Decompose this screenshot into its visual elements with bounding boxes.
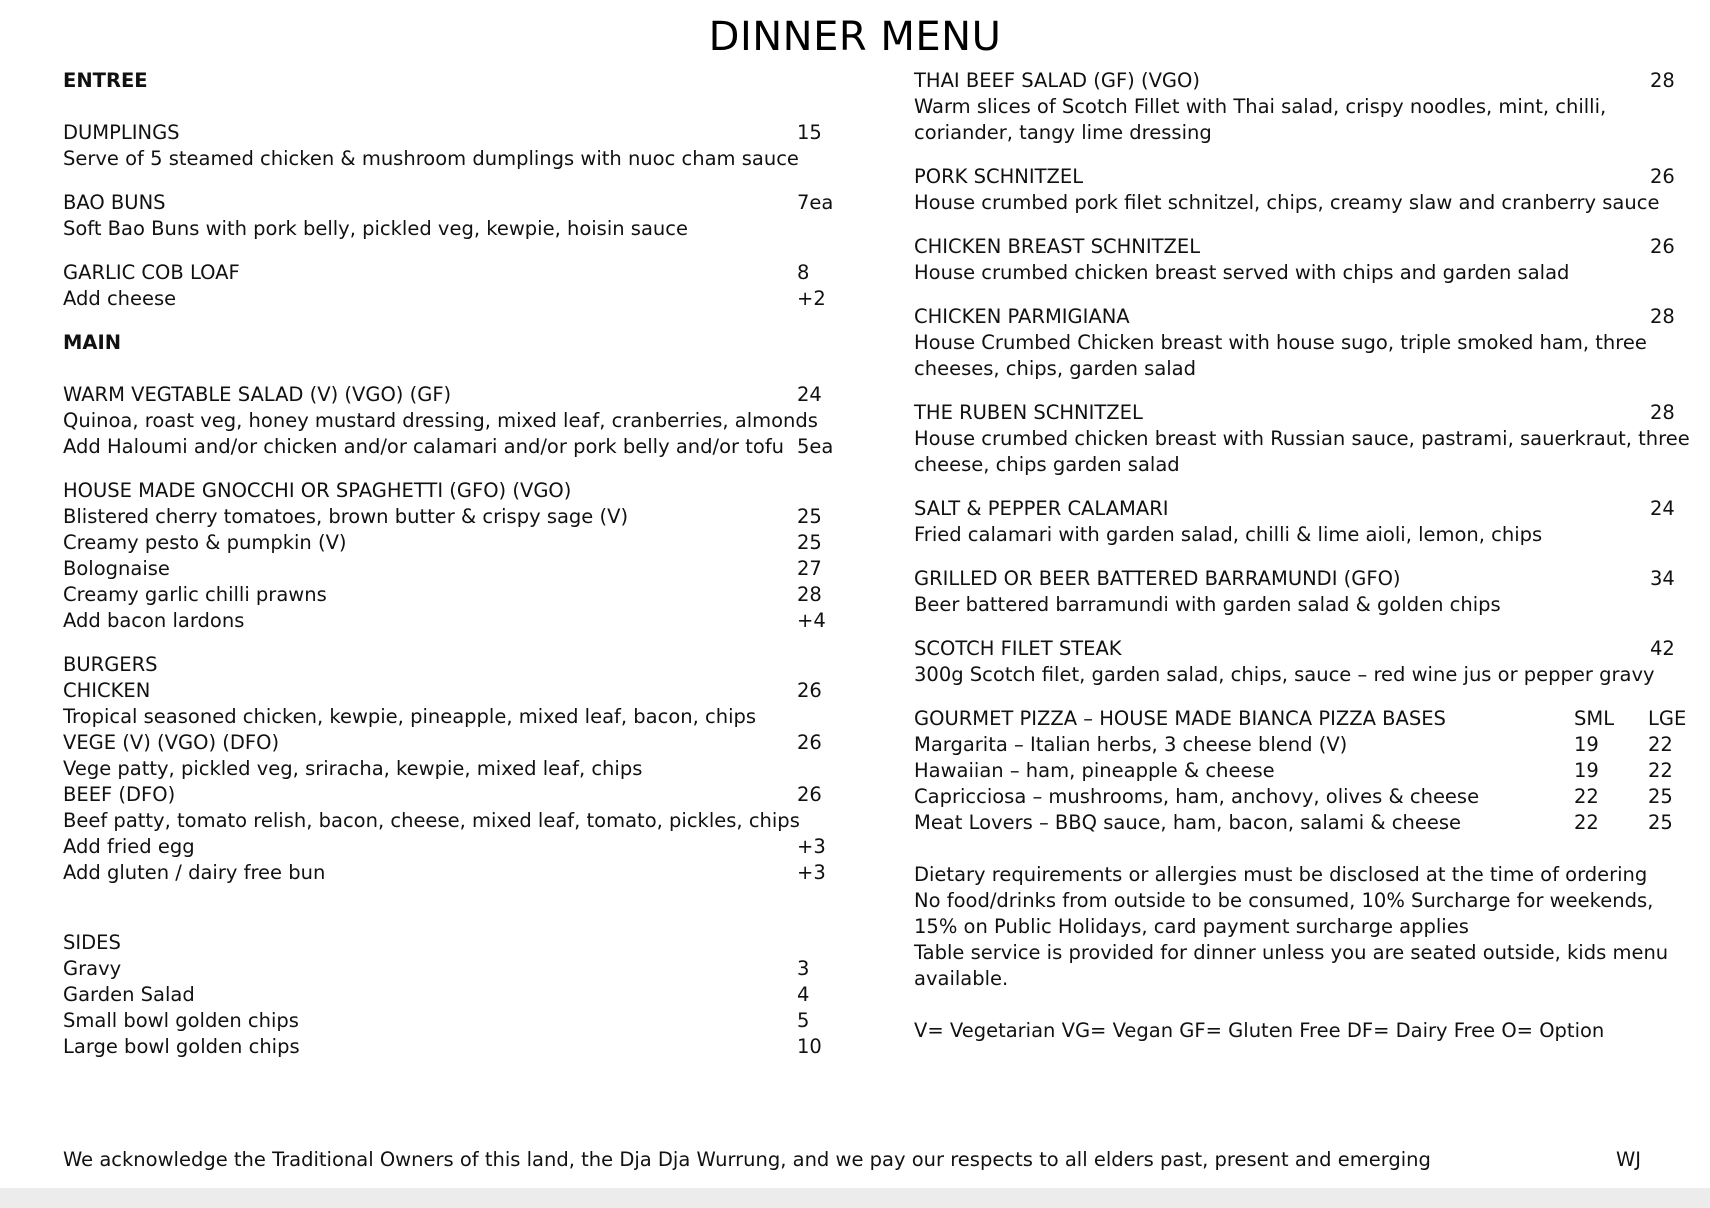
item-description: Beer battered barramundi with garden salad & golden chips — [914, 593, 1501, 616]
note-surcharge: No food/drinks from outside to be consumed, 10% Surcharge for weekends, 15% on Public Holidays, card payment surcharge applies — [914, 889, 1654, 938]
side-label: Garden Salad — [63, 983, 195, 1006]
menu-item-gnocchi-spaghetti — [63, 478, 851, 634]
pizza-small-price: 19 — [1574, 733, 1599, 756]
item-description: Soft Bao Buns with pork belly, pickled veg, kewpie, hoisin sauce — [63, 217, 688, 240]
item-addon-price: 5ea — [797, 435, 834, 458]
pizza-small-price: 22 — [1574, 785, 1599, 808]
item-name: BAO BUNS — [63, 191, 166, 214]
menu-item-scotch-filet — [914, 636, 1694, 688]
item-addon-price: +2 — [797, 287, 826, 310]
menu-item-pork-schnitzel — [914, 164, 1694, 216]
menu-item-calamari — [914, 496, 1694, 548]
item-name: PORK SCHNITZEL — [914, 165, 1084, 188]
item-description: Tropical seasoned chicken, kewpie, pineapple, mixed leaf, bacon, chips — [63, 705, 757, 728]
size-large-header: LGE — [1648, 707, 1687, 730]
addon-price: +3 — [797, 835, 826, 858]
item-name: WARM VEGTABLE SALAD (V) (VGO) (GF) — [63, 383, 452, 406]
item-price: 28 — [1650, 305, 1675, 328]
sides-heading: SIDES — [63, 931, 121, 954]
side-price: 4 — [797, 983, 810, 1006]
addon-label: Add fried egg — [63, 835, 195, 858]
menu-notes — [914, 862, 1674, 992]
item-name: CHICKEN BREAST SCHNITZEL — [914, 235, 1201, 258]
item-price: 28 — [1650, 69, 1675, 92]
item-name: VEGE (V) (VGO) (DFO) — [63, 731, 280, 754]
note-table-service: Table service is provided for dinner unless you are seated outside, kids menu available. — [914, 941, 1669, 990]
item-price: 26 — [797, 731, 822, 754]
item-price: 34 — [1650, 567, 1675, 590]
item-description: House crumbed chicken breast with Russian sauce, pastrami, sauerkraut, three cheese, chips garden salad — [914, 427, 1690, 476]
menu-item-garlic-cob-loaf — [63, 260, 851, 312]
option-label: Creamy pesto & pumpkin (V) — [63, 531, 347, 554]
item-name: THAI BEEF SALAD (GF) (VGO) — [914, 69, 1200, 92]
pizza-label: Capricciosa – mushrooms, ham, anchovy, olives & cheese — [914, 785, 1480, 808]
item-description: 300g Scotch filet, garden salad, chips, sauce – red wine jus or pepper gravy — [914, 663, 1655, 686]
item-name: CHICKEN — [63, 679, 151, 702]
page-bottom-band — [0, 1188, 1710, 1208]
entree-heading: ENTREE — [63, 69, 148, 92]
pizza-label: Meat Lovers – BBQ sauce, ham, bacon, salami & cheese — [914, 811, 1461, 834]
item-name: GARLIC COB LOAF — [63, 261, 240, 284]
acknowledgement-text: We acknowledge the Traditional Owners of this land, the Dja Dja Wurrung, and we pay our respects to all elders past, present and emerging — [63, 1148, 1431, 1171]
pizza-large-price: 25 — [1648, 811, 1673, 834]
main-heading: MAIN — [63, 331, 122, 354]
item-price: 26 — [1650, 165, 1675, 188]
addon-label: Add gluten / dairy free bun — [63, 861, 326, 884]
item-name: DUMPLINGS — [63, 121, 180, 144]
item-name: CHICKEN PARMIGIANA — [914, 305, 1130, 328]
pizza-label: Hawaiian – ham, pineapple & cheese — [914, 759, 1275, 782]
item-description: House crumbed chicken breast served with chips and garden salad — [914, 261, 1570, 284]
menu-item-chicken-parmigiana — [914, 304, 1694, 382]
item-price: 15 — [797, 121, 822, 144]
pizza-small-price: 22 — [1574, 811, 1599, 834]
item-description: Beef patty, tomato relish, bacon, cheese, mixed leaf, tomato, pickles, chips — [63, 809, 800, 832]
burgers-section — [63, 652, 851, 886]
burgers-heading: BURGERS — [63, 653, 158, 676]
item-price: 7ea — [797, 191, 834, 214]
pizza-large-price: 25 — [1648, 785, 1673, 808]
item-price: 8 — [797, 261, 810, 284]
item-price: 26 — [1650, 235, 1675, 258]
item-price: 26 — [797, 679, 822, 702]
option-label: Add bacon lardons — [63, 609, 245, 632]
side-label: Gravy — [63, 957, 122, 980]
item-name: SCOTCH FILET STEAK — [914, 637, 1122, 660]
item-description: House crumbed pork filet schnitzel, chips, creamy slaw and cranberry sauce — [914, 191, 1660, 214]
right-column — [914, 68, 1694, 1044]
menu-item-barramundi — [914, 566, 1694, 618]
side-price: 5 — [797, 1009, 810, 1032]
pizza-small-price: 19 — [1574, 759, 1599, 782]
item-description: House Crumbed Chicken breast with house sugo, triple smoked ham, three cheeses, chips, garden salad — [914, 331, 1647, 380]
item-price: 26 — [797, 783, 822, 806]
option-label: Creamy garlic chilli prawns — [63, 583, 327, 606]
item-addon: Add Haloumi and/or chicken and/or calamari and/or pork belly and/or tofu — [63, 435, 785, 458]
menu-item-bao-buns — [63, 190, 851, 242]
menu-item-warm-salad — [63, 382, 851, 460]
side-price: 3 — [797, 957, 810, 980]
pizza-section — [914, 706, 1694, 836]
left-column — [63, 68, 851, 1060]
option-price: 27 — [797, 557, 822, 580]
option-label: Bolognaise — [63, 557, 170, 580]
side-label: Large bowl golden chips — [63, 1035, 300, 1058]
menu-title: DINNER MENU — [708, 14, 1002, 60]
size-small-header: SML — [1574, 707, 1615, 730]
menu-item-chicken-breast-schnitzel — [914, 234, 1694, 286]
item-description: Serve of 5 steamed chicken & mushroom dumplings with nuoc cham sauce — [63, 147, 799, 170]
item-price: 24 — [1650, 497, 1675, 520]
item-name: BEEF (DFO) — [63, 783, 176, 806]
side-label: Small bowl golden chips — [63, 1009, 299, 1032]
pizza-large-price: 22 — [1648, 759, 1673, 782]
option-price: 25 — [797, 531, 822, 554]
item-name: HOUSE MADE GNOCCHI OR SPAGHETTI (GFO) (VGO) — [63, 479, 572, 502]
item-name: THE RUBEN SCHNITZEL — [914, 401, 1143, 424]
side-price: 10 — [797, 1035, 822, 1058]
option-price: +4 — [797, 609, 826, 632]
item-price: 42 — [1650, 637, 1675, 660]
item-description: Quinoa, roast veg, honey mustard dressing, mixed leaf, cranberries, almonds — [63, 409, 818, 432]
menu-item-ruben-schnitzel — [914, 400, 1694, 478]
sides-section — [63, 930, 851, 1060]
item-price: 28 — [1650, 401, 1675, 424]
pizza-heading: GOURMET PIZZA – HOUSE MADE BIANCA PIZZA BASES — [914, 707, 1446, 730]
note-dietary: Dietary requirements or allergies must be disclosed at the time of ordering — [914, 863, 1648, 886]
item-name: GRILLED OR BEER BATTERED BARRAMUNDI (GFO) — [914, 567, 1401, 590]
item-description: Warm slices of Scotch Fillet with Thai salad, crispy noodles, mint, chilli, coriander, tangy lime dressing — [914, 95, 1607, 144]
addon-price: +3 — [797, 861, 826, 884]
menu-item-thai-beef-salad — [914, 68, 1694, 146]
item-description: Vege patty, pickled veg, sriracha, kewpie, mixed leaf, chips — [63, 757, 643, 780]
item-price: 24 — [797, 383, 822, 406]
item-name: SALT & PEPPER CALAMARI — [914, 497, 1169, 520]
dietary-legend: V= Vegetarian VG= Vegan GF= Gluten Free DF= Dairy Free O= Option — [914, 1019, 1605, 1042]
option-price: 25 — [797, 505, 822, 528]
menu-item-dumplings — [63, 120, 851, 172]
item-addon: Add cheese — [63, 287, 177, 310]
option-label: Blistered cherry tomatoes, brown butter & crispy sage (V) — [63, 505, 629, 528]
item-description: Fried calamari with garden salad, chilli & lime aioli, lemon, chips — [914, 523, 1543, 546]
pizza-large-price: 22 — [1648, 733, 1673, 756]
initials: WJ — [1616, 1148, 1642, 1171]
pizza-label: Margarita – Italian herbs, 3 cheese blend (V) — [914, 733, 1348, 756]
option-price: 28 — [797, 583, 822, 606]
